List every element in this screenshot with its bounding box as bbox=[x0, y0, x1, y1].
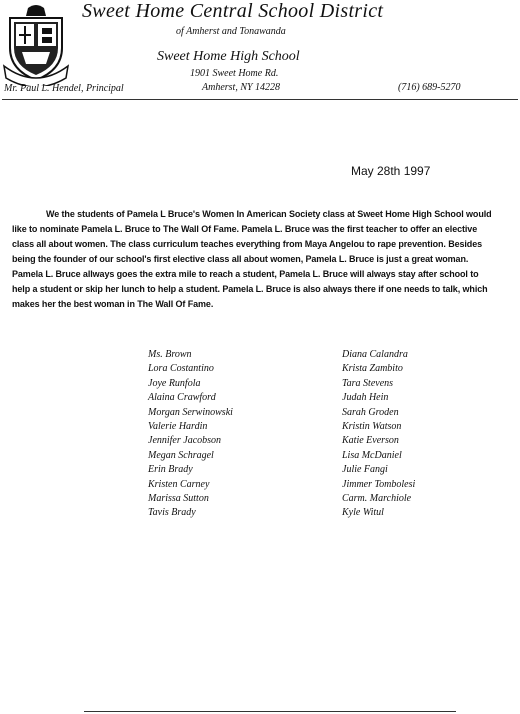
letter-body-line: being the founder of our school's first elective class all about women, Pamela L. Bruce is just a great woman. bbox=[12, 254, 469, 264]
letter-body-line: makes her the best woman in The Wall Of Fame. bbox=[12, 299, 214, 309]
signature: Tavis Brady bbox=[148, 507, 196, 519]
school-crest-logo bbox=[2, 4, 70, 86]
signature: Kristin Watson bbox=[342, 420, 402, 432]
district-title: Sweet Home Central School District bbox=[82, 0, 384, 22]
signature: Lisa McDaniel bbox=[342, 449, 402, 461]
signature: Morgan Serwinowski bbox=[148, 406, 233, 418]
letterhead-divider bbox=[2, 99, 518, 100]
letter-date: May 28th 1997 bbox=[351, 164, 431, 178]
signature: Alaina Crawford bbox=[148, 392, 216, 404]
signature-list-left bbox=[148, 348, 233, 521]
signature: Carm. Marchiole bbox=[342, 492, 412, 504]
signature: Katie Everson bbox=[342, 435, 399, 447]
letter-body-line: class all about women. The class curriculum teaches everything from Maya Angelou to rape prevention. Besides bbox=[12, 239, 483, 249]
letter-body-line: We the students of Pamela L Bruce's Women In American Society class at Sweet Home High School would bbox=[46, 209, 492, 219]
signature: Jennifer Jacobson bbox=[148, 435, 222, 447]
signature: Julie Fangi bbox=[342, 464, 388, 476]
address-line-2: Amherst, NY 14228 bbox=[202, 82, 281, 93]
signature-list-right bbox=[342, 348, 415, 521]
school-name: Sweet Home High School bbox=[157, 49, 300, 64]
signature: Kyle Witul bbox=[342, 507, 384, 519]
signature: Megan Schragel bbox=[148, 449, 214, 461]
district-subtitle: of Amherst and Tonawanda bbox=[176, 26, 286, 37]
letter-body-line: help a student or skip her lunch to help a student. Pamela L. Bruce is also always there if one needs to talk, which bbox=[12, 284, 488, 294]
letter-body-line: like to nominate Pamela L. Bruce to The Wall Of Fame. Pamela L. Bruce was the first teacher to offer an elective bbox=[12, 224, 478, 234]
signature: Erin Brady bbox=[148, 464, 193, 476]
signature: Tara Stevens bbox=[342, 377, 394, 389]
signature: Krista Zambito bbox=[342, 363, 403, 375]
signature: Jimmer Tombolesi bbox=[342, 478, 416, 490]
signature: Valerie Hardin bbox=[148, 420, 208, 432]
letter-body bbox=[12, 207, 492, 312]
signature: Judah Hein bbox=[342, 392, 389, 404]
signature: Sarah Groden bbox=[342, 406, 399, 418]
signature: Lora Costantino bbox=[148, 363, 214, 375]
signature: Joye Runfola bbox=[148, 377, 201, 389]
signature: Ms. Brown bbox=[148, 349, 192, 360]
letter-body-line: Pamela L. Bruce allways goes the extra mile to reach a student, Pamela L. Bruce will always stay after school to bbox=[12, 269, 479, 279]
phone-number: (716) 689-5270 bbox=[398, 82, 461, 93]
footer-divider bbox=[84, 711, 456, 712]
signature: Kristen Carney bbox=[148, 478, 210, 490]
address-line-1: 1901 Sweet Home Rd. bbox=[190, 68, 279, 79]
signature: Marissa Sutton bbox=[148, 492, 209, 504]
principal-name: Mr. Paul L. Hendel, Principal bbox=[4, 83, 124, 94]
signature: Diana Calandra bbox=[342, 349, 408, 360]
